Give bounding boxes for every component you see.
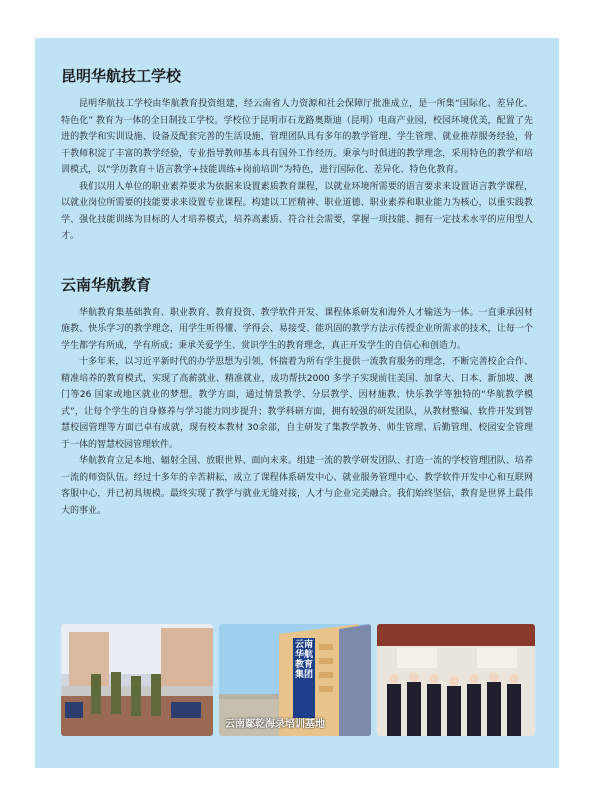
section2-paragraph-2: 十多年来，以习近平新时代的办学思想为引领，怀揣着为所有学生提供一流教育服务的理念，不断完善校企合作、精准培养的教育模式，实现了高薪就业、精准就业，成功帮扶2000 多学子实现前往美国、加拿大、日本、新加坡、澳门等26 国家或地区就业的梦想。教学方面，通过情景教学、分层教学、因材施教、快乐教学等独特的“华航教学模式”，让每个学生的自身修养与学习能力同步提升；教学科研方面，拥有较强的研发团队，从教材整编、软件开发到智慧校园管理等方面已卓有成就，现有校本教材 30余部，自主研发了集教学教务、师生管理、后勤管理、校园安全管理于一体的智慧校园管理软件。 xyxy=(61,357,533,450)
photo-caption: 云南鄢乾海录培训基地 xyxy=(225,719,325,730)
section1-paragraph-1: 昆明华航技工学校由华航教育投资组建，经云南省人力资源和社会保障厅批准成立，是一所集“国际化、差异化、特色化” 教育为一体的全日制技工学校。学校位于昆明市石龙路奥斯迪（昆明）电商产业园，校园环境优美，配置了先进的教学和实训设施、设备及配套完善的生活设施，管理团队具有多年的教学管理、学生管理、就业推荐服务经验，骨干教师积淀了丰富的教学经验，专业指导教师基本具有国外工作经历。秉承与时俱进的教学理念，采用特色的教学和培训模式，以“学历教育＋语言教学+技能训练+岗前培训”为特色，进行国际化、差异化、特色化教育。 xyxy=(61,99,533,175)
section2-paragraph-3: 华航教育立足本地、辐射全国、放眼世界、面向未来。组建一流的教学研发团队、打造一流的学校管理团队、培养一流的师资队伍。经过十多年的辛苦耕耘，成立了课程体系研发中心、就业服务管理中心、教学软件开发中心和互联网客服中心，并已初具规模。最终实现了教学与就业无缝对接，人才与企业完美融合。我们始终坚信，教育是世界上最伟大的事业。 xyxy=(61,456,533,516)
section2-title: 云南华航教育 xyxy=(61,275,152,294)
building-sign-text: 云南华航教育集团 xyxy=(295,640,314,680)
section1-paragraph-2: 我们以用人单位的职业素养要求为依据来设置素质教育课程，以就业环境所需要的语言要求来设置语言教学课程，以就业岗位所需要的技能要求来设置专业课程。构建以工匠精神、职业道德、职业素养和职业能力为核心，以重实践教学、强化技能训练为目标的人才培养模式，培养高素质、符合社会需要，掌握一项技能、拥有一定技术水平的应用型人才。 xyxy=(61,181,533,241)
section2-paragraph-1: 华航教育集基础教育、职业教育、教育投资、教学软件开发、课程体系研发和海外人才输送为一体。一直秉承因材施教、快乐学习的教学理念，用学生听得懂、学得会、易接受、能巩固的教学方法示传授企业所需求的技术，让每一个学生都学有所成，学有所成；秉承关爱学生、赏识学生的教育理念，真正开发学生的自信心和创造力。 xyxy=(61,307,533,351)
document-panel xyxy=(35,38,559,768)
photo-campus-students xyxy=(61,624,213,736)
photo-group-building xyxy=(219,624,371,736)
photo-strip xyxy=(61,624,535,736)
section1-title: 昆明华航技工学校 xyxy=(61,67,182,85)
photo-classroom-students xyxy=(377,624,535,736)
